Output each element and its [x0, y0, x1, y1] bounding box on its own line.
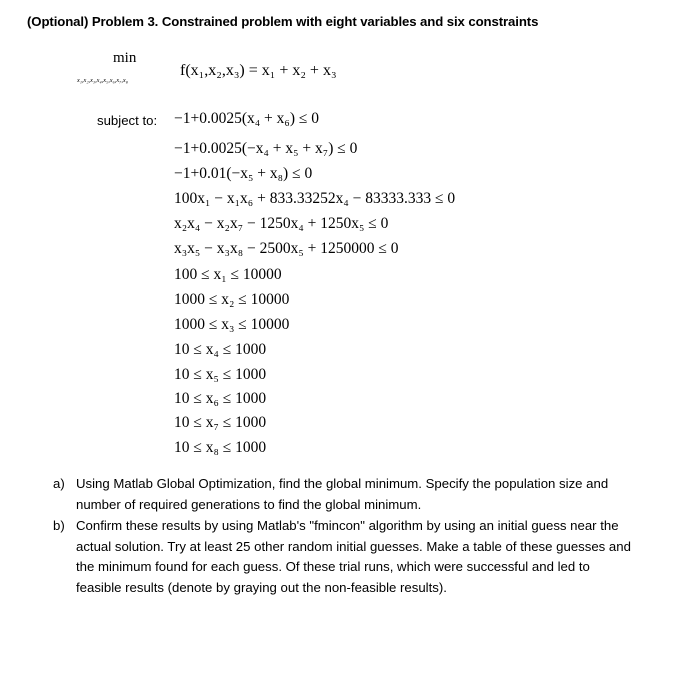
- question-a-text: [76, 474, 656, 515]
- min-operator: min: [113, 50, 137, 66]
- constraint-1: −1+0.0025(x₄ + x₆) ≤ 0: [174, 110, 319, 127]
- question-a-line: Using Matlab Global Optimization, find the global minimum. Specify the population size and: [76, 476, 609, 491]
- bound-x7: 10 ≤ x₇ ≤ 1000: [174, 414, 267, 431]
- bound-x8: 10 ≤ x₈ ≤ 1000: [174, 439, 267, 456]
- bound-x5: 10 ≤ x₅ ≤ 1000: [174, 366, 267, 383]
- constraint-6: x₃x₅ − x₃x₈ − 2500x₅ + 1250000 ≤ 0: [174, 240, 399, 257]
- question-a-line: number of required generations to find the global minimum.: [76, 496, 422, 512]
- constraint-5: x₂x₄ − x₂x₇ − 1250x₄ + 1250x₅ ≤ 0: [174, 215, 389, 232]
- question-b-text: [76, 516, 656, 598]
- question-a-marker: a): [53, 476, 65, 491]
- question-b-line: Confirm these results by using Matlab's "fmincon" algorithm by using an initial guess near the: [76, 518, 619, 533]
- constraint-4: 100x₁ − x₁x₆ + 833.33252x₄ − 83333.333 ≤ 0: [174, 190, 456, 207]
- question-b-line: feasible results (denote by graying out the non-feasible results).: [76, 579, 447, 595]
- bound-x6: 10 ≤ x₆ ≤ 1000: [174, 390, 267, 407]
- question-b-line: the minimum found for each guess. Of these trial runs, which were successful and led to: [76, 559, 590, 575]
- bound-x4: 10 ≤ x₄ ≤ 1000: [174, 341, 267, 358]
- question-b-line: actual solution. Try at least 25 other random initial guesses. Make a table of these guesses and: [76, 538, 631, 554]
- objective-function: f(x₁,x₂,x₃) = x₁ + x₂ + x₃: [180, 62, 337, 79]
- problem-title: (Optional) Problem 3. Constrained problem with eight variables and six constraints: [27, 14, 539, 29]
- question-b-marker: b): [53, 518, 65, 533]
- constraint-2: −1+0.0025(−x₄ + x₅ + x₇) ≤ 0: [174, 140, 358, 157]
- constraint-3: −1+0.01(−x₅ + x₈) ≤ 0: [174, 165, 313, 182]
- bound-x1: 100 ≤ x₁ ≤ 10000: [174, 266, 282, 283]
- min-variables-subscript: x₁,x₂,x₃,x₄,x₅,x₆,x₇,x₈: [77, 77, 128, 84]
- bound-x2: 1000 ≤ x₂ ≤ 10000: [174, 291, 290, 308]
- bound-x3: 1000 ≤ x₃ ≤ 10000: [174, 316, 290, 333]
- subject-to-label: subject to:: [97, 113, 158, 128]
